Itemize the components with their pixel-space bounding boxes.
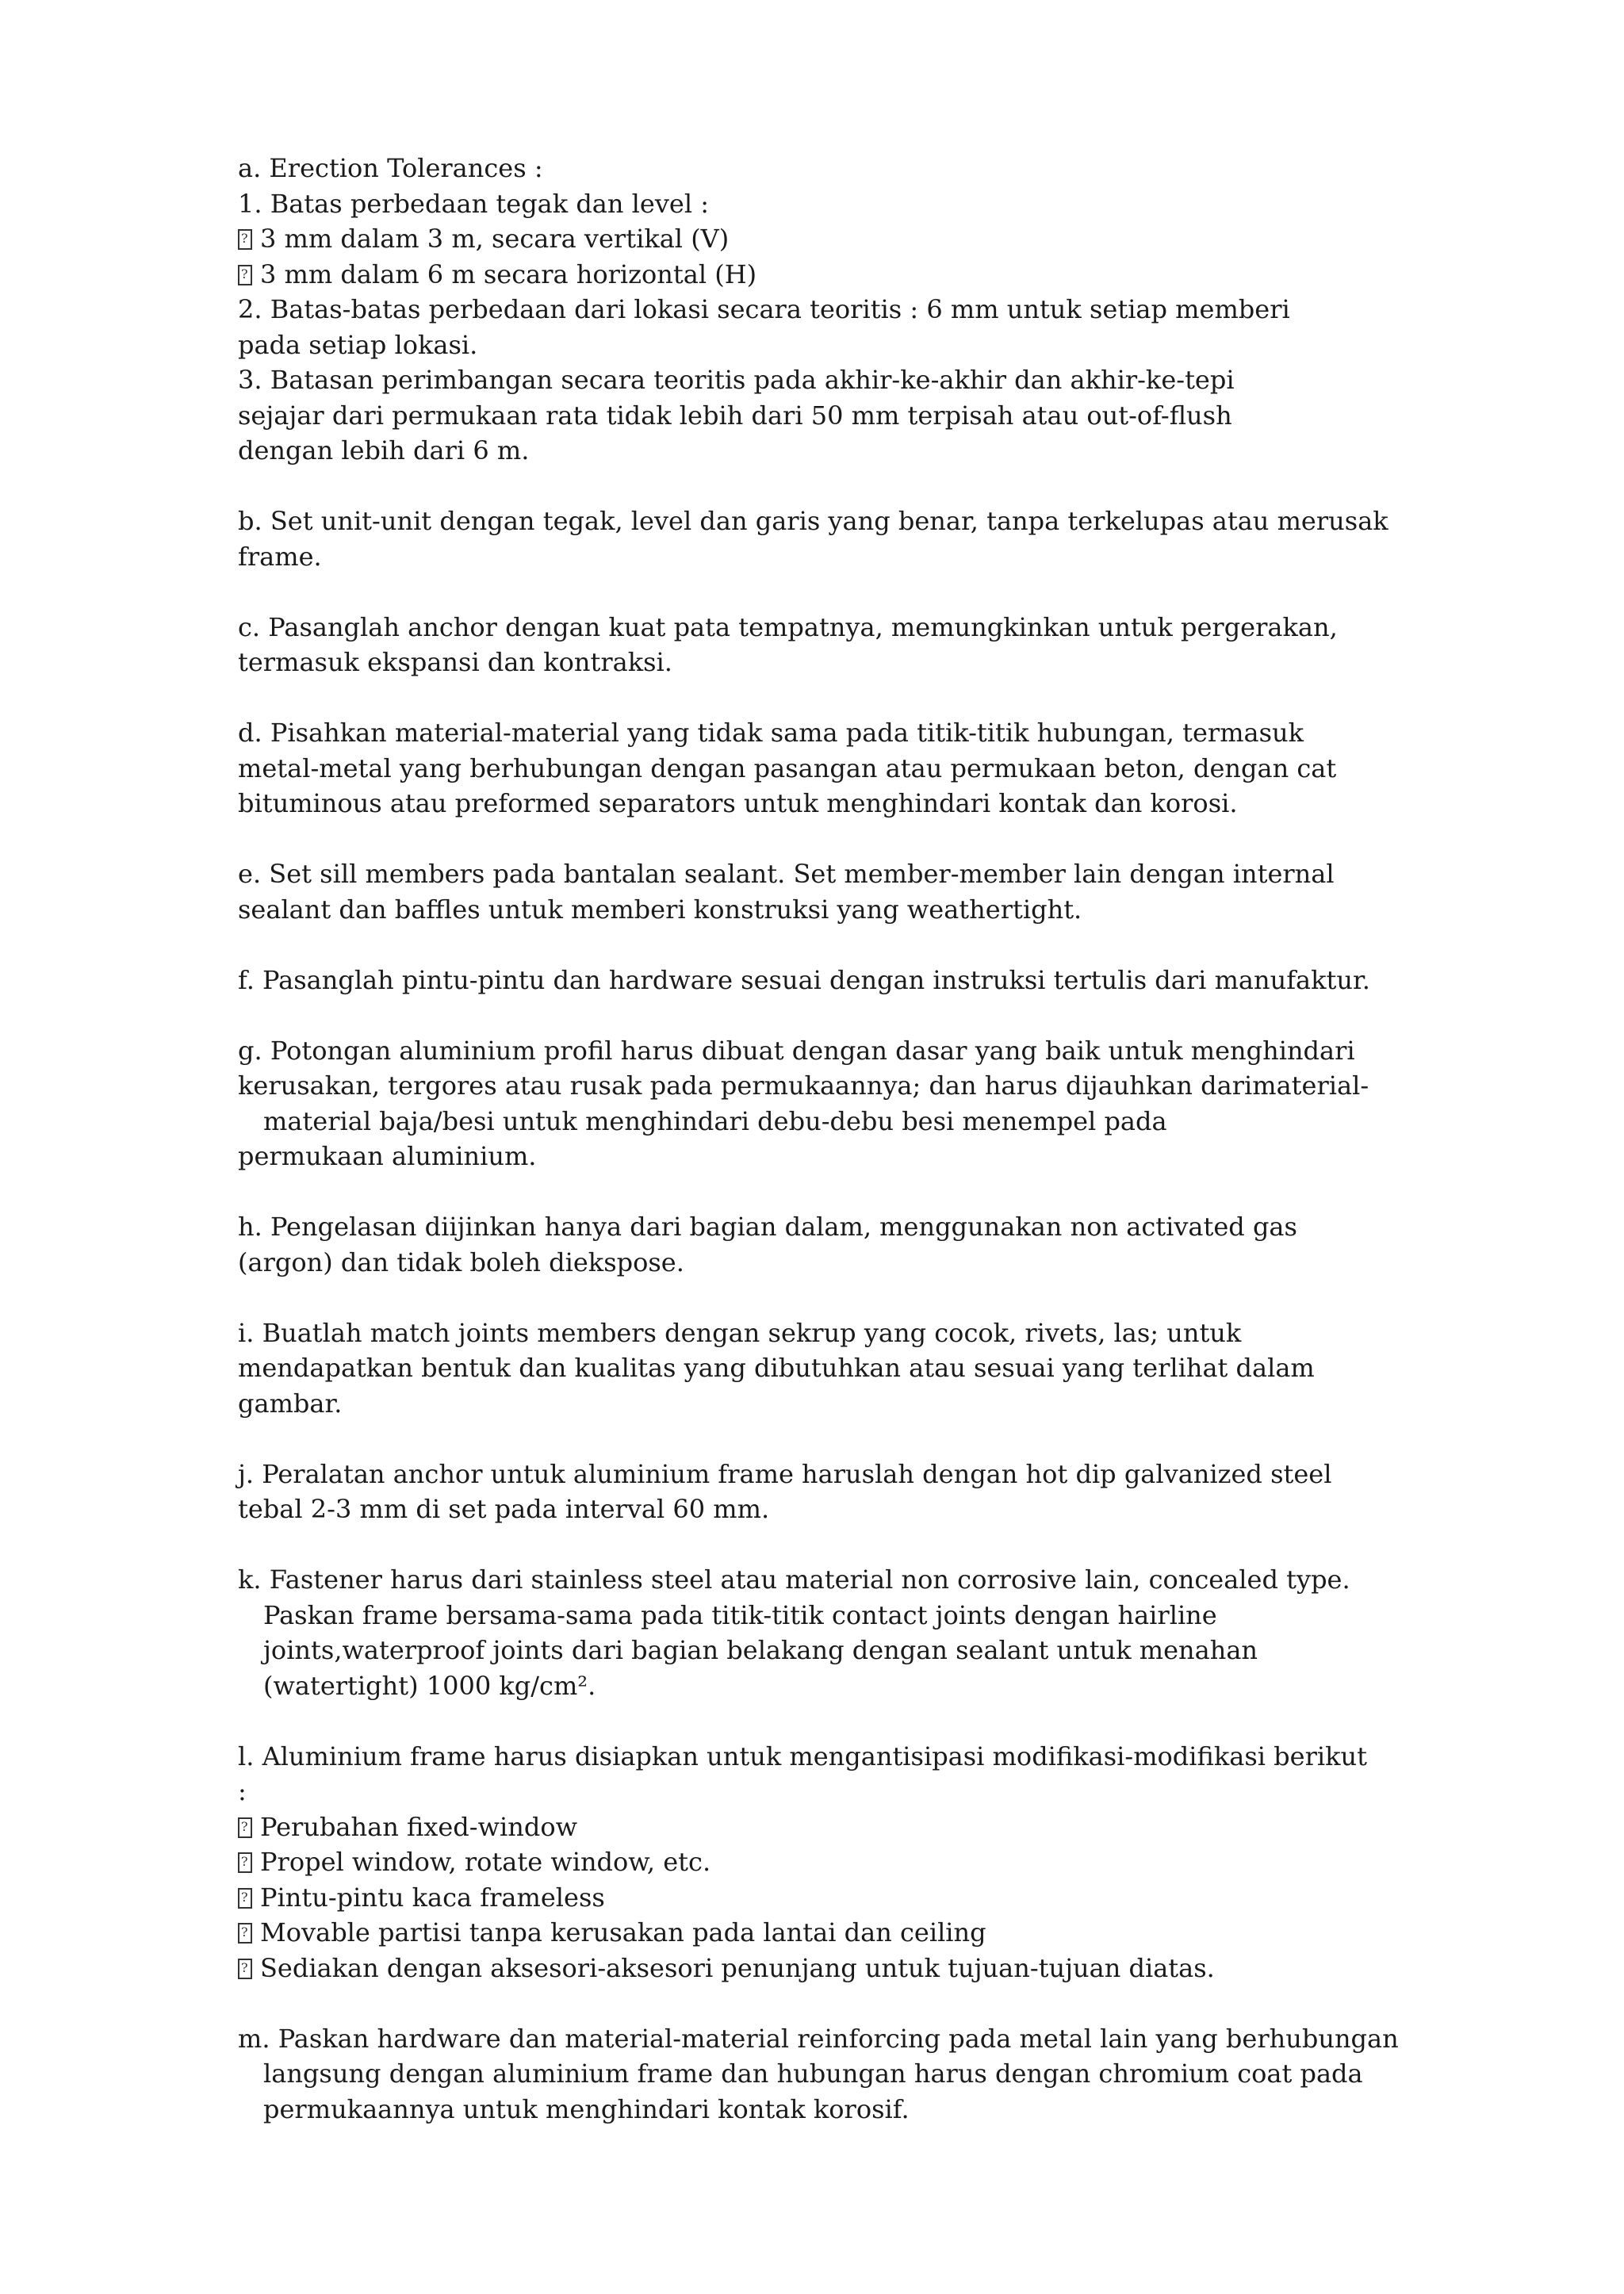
paragraph-spacer bbox=[238, 1174, 1411, 1210]
text-line bbox=[238, 1104, 1411, 1139]
text-line bbox=[238, 963, 1411, 998]
bullet-item bbox=[238, 1951, 1411, 1986]
text-line bbox=[238, 1633, 1411, 1668]
text-line bbox=[238, 398, 1411, 434]
line-text: e. Set sill members pada bantalan sealant. Set member-member lain dengan internal bbox=[238, 859, 1335, 889]
line-text: f. Pasanglah pintu-pintu dan hardware sesuai dengan instruksi tertulis dari manufaktur. bbox=[238, 964, 1370, 995]
missing-glyph-icon bbox=[238, 1923, 252, 1944]
text-line bbox=[238, 151, 1411, 186]
line-text: m. Paskan hardware dan material-material reinforcing pada metal lain yang berhubungan bbox=[238, 2023, 1399, 2054]
paragraph-j bbox=[238, 1457, 1411, 1527]
line-text: langsung dengan aluminium frame dan hubungan harus dengan chromium coat pada bbox=[263, 2058, 1363, 2089]
bullet-item bbox=[238, 1880, 1411, 1916]
paragraph-spacer bbox=[238, 1421, 1411, 1457]
paragraph-spacer bbox=[238, 1527, 1411, 1563]
document-body bbox=[238, 151, 1411, 2127]
line-text: 3 mm dalam 6 m secara horizontal (H) bbox=[260, 259, 757, 289]
text-line bbox=[238, 327, 1411, 363]
text-line bbox=[238, 715, 1411, 751]
line-text: i. Buatlah match joints members dengan sekrup yang cocok, rivets, las; untuk bbox=[238, 1317, 1242, 1348]
text-line bbox=[238, 504, 1411, 539]
line-text: j. Peralatan anchor untuk aluminium frame haruslah dengan hot dip galvanized steel bbox=[238, 1458, 1332, 1489]
line-text: permukaan aluminium. bbox=[238, 1141, 537, 1171]
text-line bbox=[238, 1350, 1411, 1386]
paragraph-spacer bbox=[238, 998, 1411, 1033]
line-text: 3 mm dalam 3 m, secara vertikal (V) bbox=[260, 224, 730, 254]
paragraph-g bbox=[238, 1033, 1411, 1174]
line-text: frame. bbox=[238, 541, 322, 572]
line-text: g. Potongan aluminium profil harus dibuat dengan dasar yang baik untuk menghindari bbox=[238, 1035, 1355, 1066]
text-line bbox=[238, 2021, 1411, 2057]
paragraph-d bbox=[238, 715, 1411, 821]
line-text: dengan lebih dari 6 m. bbox=[238, 435, 530, 465]
line-text: gambar. bbox=[238, 1388, 343, 1419]
missing-glyph-icon bbox=[238, 229, 252, 250]
paragraph-spacer bbox=[238, 1986, 1411, 2021]
text-line bbox=[238, 1668, 1411, 1704]
missing-glyph-icon bbox=[238, 1888, 252, 1909]
paragraph-spacer bbox=[238, 927, 1411, 963]
line-text: mendapatkan bentuk dan kualitas yang dibutuhkan atau sesuai yang terlihat dalam bbox=[238, 1353, 1315, 1383]
line-text: 1. Batas perbedaan tegak dan level : bbox=[238, 188, 710, 219]
text-line bbox=[238, 2056, 1411, 2092]
text-line bbox=[238, 751, 1411, 787]
text-line bbox=[238, 292, 1411, 327]
text-line bbox=[238, 856, 1411, 892]
line-text: l. Aluminium frame harus disiapkan untuk mengantisipasi modifikasi-modifikasi berikut bbox=[238, 1741, 1367, 1771]
line-text: permukaannya untuk menghindari kontak korosif. bbox=[263, 2093, 910, 2124]
line-text: Propel window, rotate window, etc. bbox=[260, 1847, 711, 1877]
missing-glyph-icon bbox=[238, 1852, 252, 1873]
text-line bbox=[238, 1209, 1411, 1245]
bullet-item bbox=[238, 1844, 1411, 1880]
paragraph-e bbox=[238, 856, 1411, 927]
paragraph-spacer bbox=[238, 821, 1411, 857]
line-text: k. Fastener harus dari stainless steel atau material non corrosive lain, concealed type. bbox=[238, 1564, 1350, 1595]
line-text: Sediakan dengan aksesori-aksesori penunjang untuk tujuan-tujuan diatas. bbox=[260, 1952, 1215, 1983]
text-line bbox=[238, 1739, 1411, 1775]
missing-glyph-icon bbox=[238, 265, 252, 285]
line-text: b. Set unit-unit dengan tegak, level dan garis yang benar, tanpa terkelupas atau merusak bbox=[238, 506, 1388, 536]
text-line bbox=[238, 1598, 1411, 1633]
line-text: Paskan frame bersama-sama pada titik-titik contact joints dengan hairline bbox=[263, 1599, 1217, 1630]
bullet-item bbox=[238, 221, 1411, 257]
line-text: 2. Batas-batas perbedaan dari lokasi secara teoritis : 6 mm untuk setiap memberi bbox=[238, 294, 1290, 324]
text-line bbox=[238, 539, 1411, 575]
text-line bbox=[238, 610, 1411, 645]
line-text: sealant dan baffles untuk memberi konstruksi yang weathertight. bbox=[238, 894, 1082, 925]
line-text: (argon) dan tidak boleh diekspose. bbox=[238, 1247, 684, 1277]
text-line bbox=[238, 1033, 1411, 1069]
line-text: joints,waterproof joints dari bagian belakang dengan sealant untuk menahan bbox=[263, 1635, 1258, 1665]
paragraph-spacer bbox=[238, 574, 1411, 610]
paragraph-spacer bbox=[238, 1280, 1411, 1316]
text-line bbox=[238, 1562, 1411, 1598]
paragraph-b bbox=[238, 504, 1411, 574]
missing-glyph-icon bbox=[238, 1959, 252, 1979]
text-line bbox=[238, 1457, 1411, 1492]
text-line bbox=[238, 645, 1411, 680]
text-line bbox=[238, 1245, 1411, 1281]
line-text: : bbox=[238, 1776, 247, 1806]
text-line bbox=[238, 892, 1411, 928]
line-text: kerusakan, tergores atau rusak pada permukaannya; dan harus dijauhkan darimaterial- bbox=[238, 1070, 1369, 1101]
bullet-item bbox=[238, 1810, 1411, 1845]
line-text: material baja/besi untuk menghindari debu-debu besi menempel pada bbox=[263, 1105, 1167, 1136]
text-line bbox=[238, 362, 1411, 398]
text-line bbox=[238, 1386, 1411, 1422]
line-text: termasuk ekspansi dan kontraksi. bbox=[238, 647, 672, 677]
paragraph-m bbox=[238, 2021, 1411, 2127]
text-line bbox=[238, 1492, 1411, 1527]
paragraph-k bbox=[238, 1562, 1411, 1703]
line-text: (watertight) 1000 kg/cm². bbox=[263, 1670, 596, 1701]
text-line bbox=[238, 433, 1411, 469]
bullet-item bbox=[238, 1915, 1411, 1951]
line-text: 3. Batasan perimbangan secara teoritis pada akhir-ke-akhir dan akhir-ke-tepi bbox=[238, 365, 1235, 395]
missing-glyph-icon bbox=[238, 1817, 252, 1838]
line-text: tebal 2-3 mm di set pada interval 60 mm. bbox=[238, 1494, 770, 1524]
paragraph-i bbox=[238, 1316, 1411, 1422]
text-line bbox=[238, 2092, 1411, 2127]
text-line bbox=[238, 1316, 1411, 1351]
paragraph-h bbox=[238, 1209, 1411, 1280]
line-text: metal-metal yang berhubungan dengan pasangan atau permukaan beton, dengan cat bbox=[238, 753, 1337, 783]
bullet-item bbox=[238, 257, 1411, 293]
text-line bbox=[238, 1774, 1411, 1810]
paragraph-spacer bbox=[238, 469, 1411, 504]
line-text: a. Erection Tolerances : bbox=[238, 153, 543, 183]
line-text: Pintu-pintu kaca frameless bbox=[260, 1882, 605, 1913]
text-line bbox=[238, 1068, 1411, 1104]
line-text: pada setiap lokasi. bbox=[238, 329, 478, 360]
line-text: Movable partisi tanpa kerusakan pada lantai dan ceiling bbox=[260, 1917, 986, 1947]
line-text: d. Pisahkan material-material yang tidak sama pada titik-titik hubungan, termasuk bbox=[238, 718, 1304, 748]
paragraph-l bbox=[238, 1739, 1411, 1986]
text-line bbox=[238, 1139, 1411, 1174]
paragraph-spacer bbox=[238, 1703, 1411, 1739]
line-text: bituminous atau preformed separators untuk menghindari kontak dan korosi. bbox=[238, 788, 1238, 818]
paragraph-c bbox=[238, 610, 1411, 680]
line-text: Perubahan fixed-window bbox=[260, 1811, 577, 1842]
line-text: c. Pasanglah anchor dengan kuat pata tempatnya, memungkinkan untuk pergerakan, bbox=[238, 611, 1338, 642]
text-line bbox=[238, 786, 1411, 821]
line-text: h. Pengelasan diijinkan hanya dari bagian dalam, menggunakan non activated gas bbox=[238, 1212, 1297, 1242]
line-text: sejajar dari permukaan rata tidak lebih dari 50 mm terpisah atau out-of-flush bbox=[238, 400, 1232, 431]
paragraph-a bbox=[238, 151, 1411, 469]
text-line bbox=[238, 186, 1411, 222]
paragraph-f bbox=[238, 963, 1411, 998]
paragraph-spacer bbox=[238, 680, 1411, 716]
